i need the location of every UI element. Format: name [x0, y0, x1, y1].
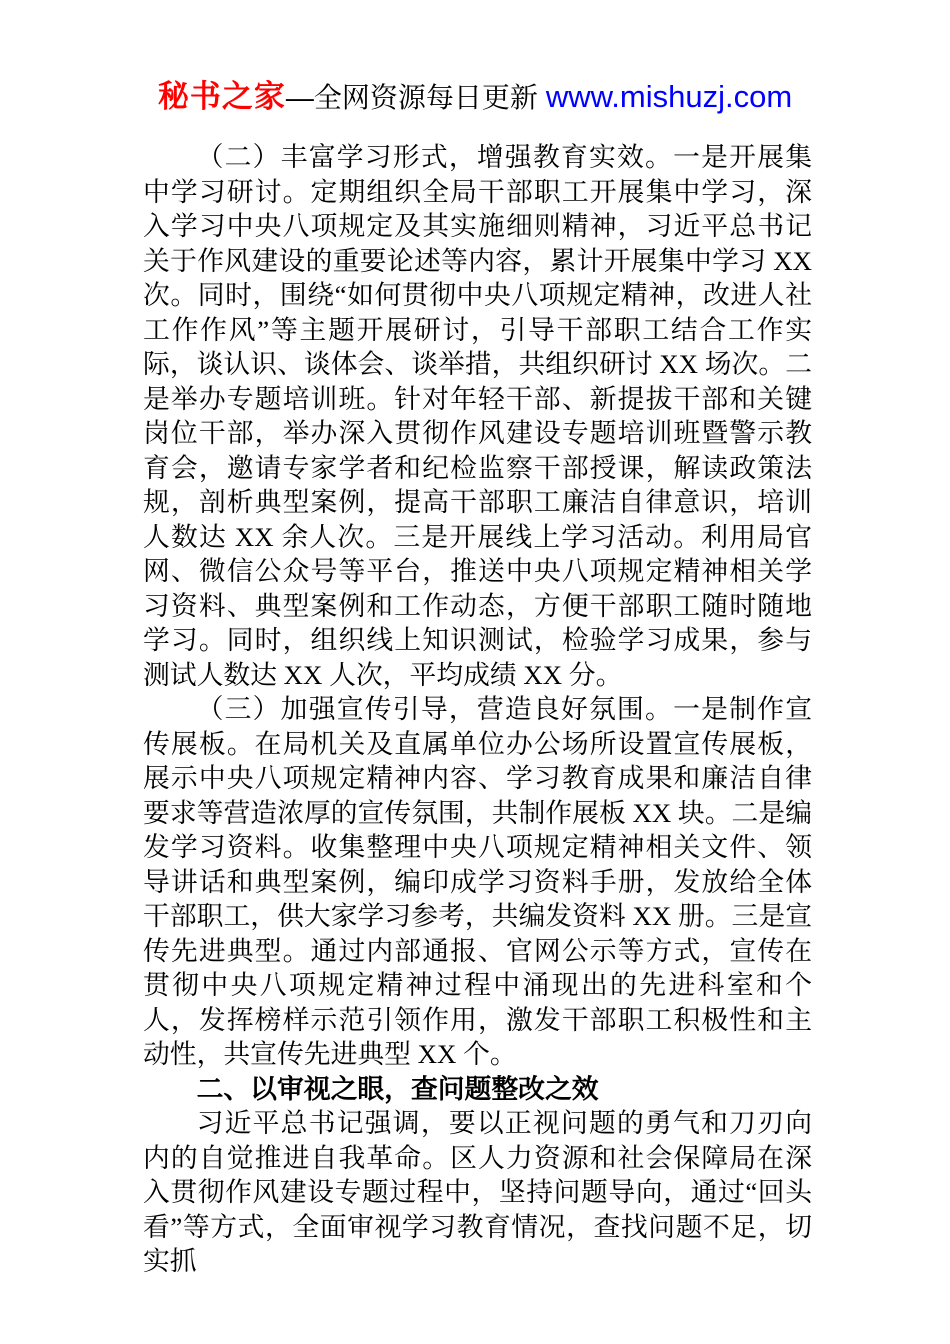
paragraph-section-3: （三）加强宣传引导，营造良好氛围。一是制作宣传展板。在局机关及直属单位办公场所设置宣传展板，展示中央八项规定精神内容、学习教育成果和廉洁自律要求等营造浓厚的宣传氛围，共制作展板 XX 块。二是编发学习资料。收集整理中央八项规定精神相关文件、领导讲话和典型案例，编印成学习资料手册，发放给全体干部职工，供大家学习参考，共编发资料 XX 册。三是宣传先进典型。通过内部通报、官网公示等方式，宣传在贯彻中央八项规定精神过程中涌现出的先进科室和个人，发挥榜样示范引领作用，激发干部职工积极性和主动性，共宣传先进典型 XX 个。 [143, 694, 812, 1069]
header-url-link[interactable]: www.mishuzj.com [545, 79, 793, 114]
paragraph-section-2: （二）丰富学习形式，增强教育实效。一是开展集中学习研讨。定期组织全局干部职工开展集中学习，深入学习中央八项规定及其实施细则精神，习近平总书记关于作风建设的重要论述等内容，累计开展集中学习 XX 次。同时，围绕“如何贯彻中央八项规定精神，改进人社工作作风”等主题开展研讨，引导干部职工结合工作实际，谈认识、谈体会、谈举措，共组织研讨 XX 场次。二是举办专题培训班。针对年轻干部、新提拔干部和关键岗位干部，举办深入贯彻作风建设专题培训班暨警示教育会，邀请专家学者和纪检监察干部授课，解读政策法规，剖析典型案例，提高干部职工廉洁自律意识，培训人数达 XX 余人次。三是开展线上学习活动。利用局官网、微信公众号等平台，推送中央八项规定精神相关学习资料、典型案例和工作动态，方便干部职工随时随地学习。同时，组织线上知识测试，检验学习成果，参与测试人数达 XX 人次，平均成绩 XX 分。 [143, 142, 812, 690]
paragraph-closing: 习近平总书记强调，要以正视问题的勇气和刀刃向内的自觉推进自我革命。区人力资源和社会保障局在深入贯彻作风建设专题过程中，坚持问题导向，通过“回头看”等方式，全面审视学习教育情况，查找问题不足，切实抓 [143, 1108, 812, 1276]
header-tagline: —全网资源每日更新 [285, 82, 538, 113]
brand-name: 秘书之家 [157, 79, 286, 114]
section-heading: 二、以审视之眼，查问题整改之效 [196, 1073, 599, 1104]
document-body [143, 140, 812, 1279]
site-header [0, 0, 950, 124]
